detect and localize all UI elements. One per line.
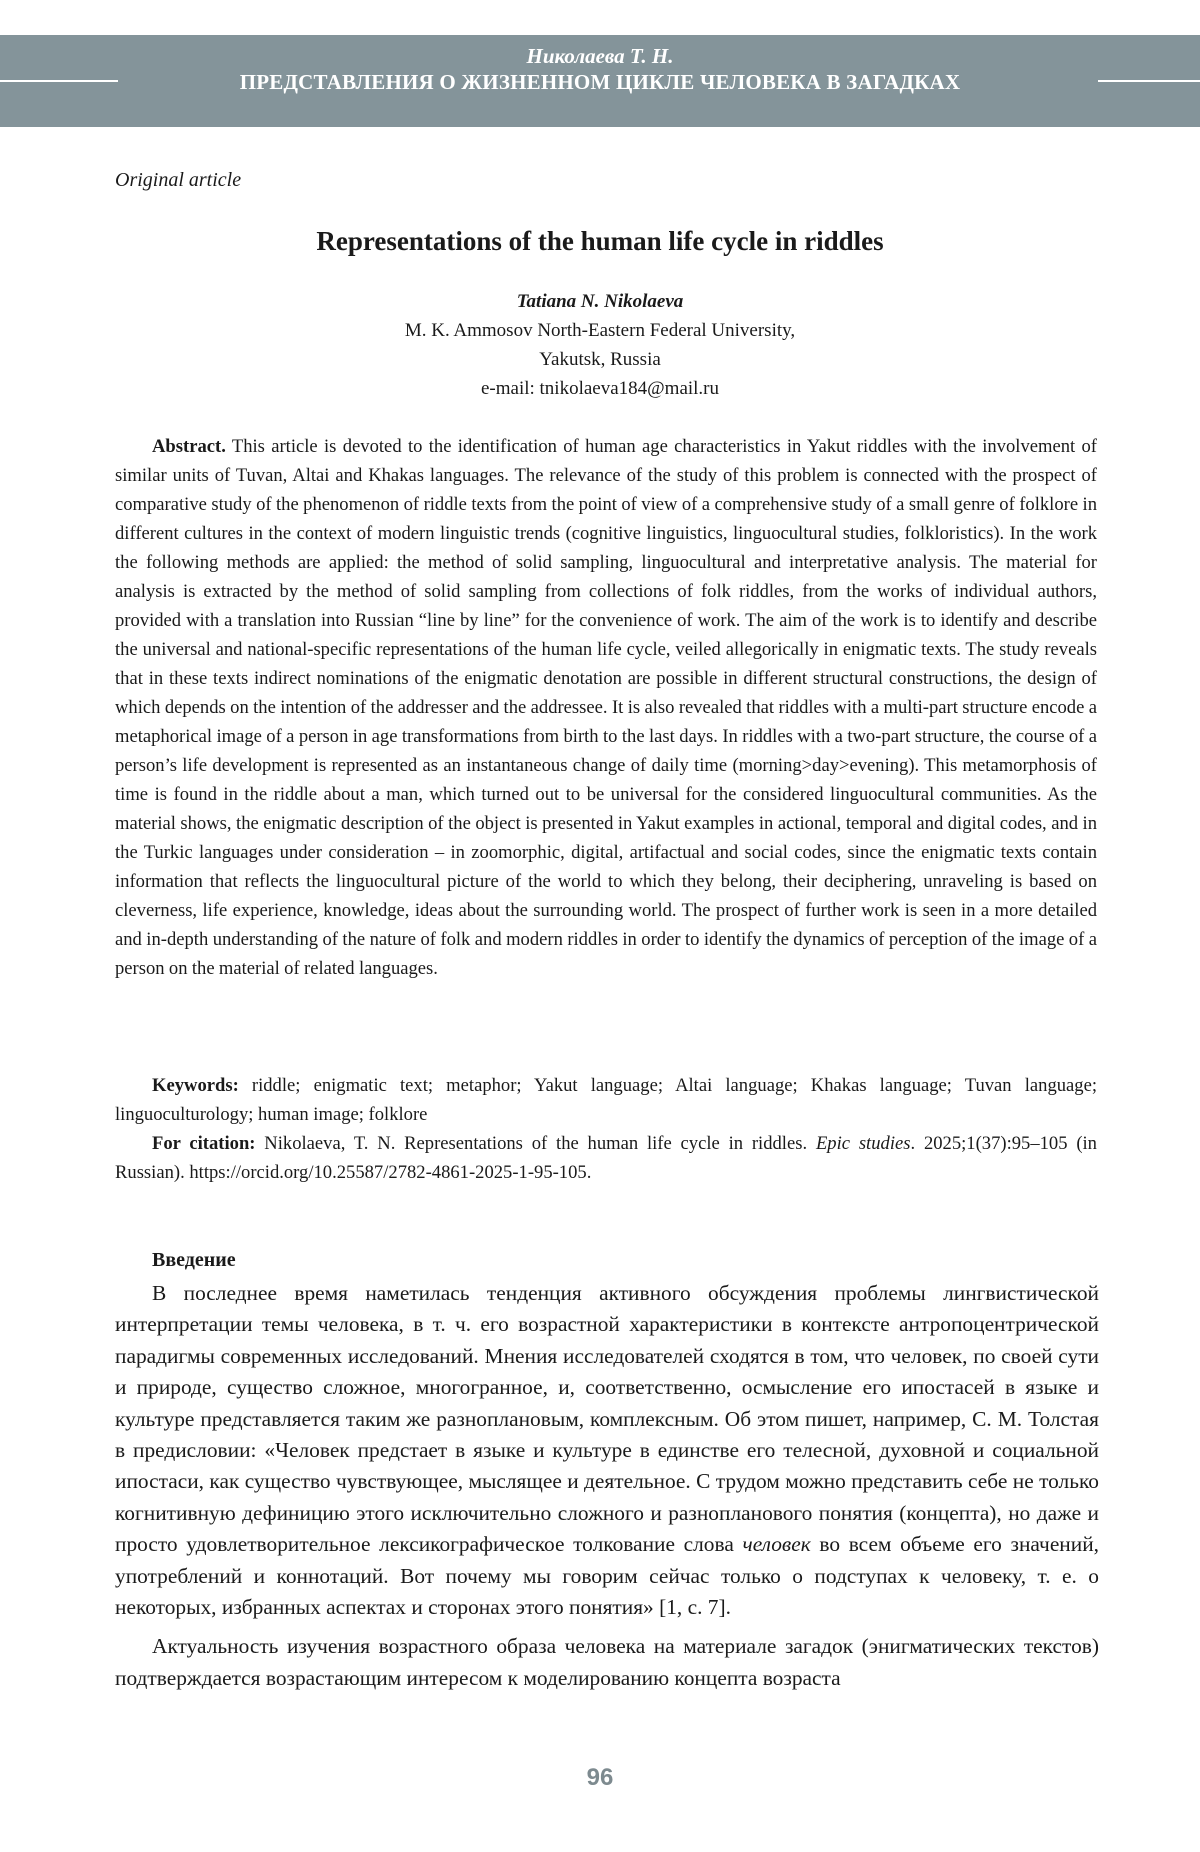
intro-p1-part-2: во всем объеме его значений, употреблений и коннотаций. Вот почему мы говорим сейчас только о подступах к человеку, т. е. о некоторых, избранных аспектах и сторонах этого понятия» [1, с. 7]. xyxy=(115,1532,1099,1620)
running-head-title: ПРЕДСТАВЛЕНИЯ О ЖИЗНЕННОМ ЦИКЛЕ ЧЕЛОВЕКА В ЗАГАДКАХ xyxy=(239,70,961,94)
page-number: 96 xyxy=(586,1764,614,1791)
keywords-text: riddle; enigmatic text; metaphor; Yakut language; Altai language; Khakas language; Tuvan language; linguoculturology; human image; folklore xyxy=(115,1075,1098,1125)
author-name: Tatiana N. Nikolaeva xyxy=(516,291,684,312)
citation-text-after: . 2025;1(37):95–105 (in Russian). https://orcid.org/10.25587/2782-4861-2025-1-95-105. xyxy=(115,1133,1097,1183)
author-block xyxy=(0,287,1200,403)
keywords-label: Keywords: xyxy=(152,1075,239,1096)
article-title: Representations of the human life cycle in riddles xyxy=(316,226,884,256)
affiliation-line-2: Yakutsk, Russia xyxy=(539,349,661,370)
keywords xyxy=(115,1071,1097,1129)
intro-p1-italic-term: человек xyxy=(742,1532,811,1557)
introduction-heading: Введение xyxy=(152,1249,236,1271)
author-email: e-mail: tnikolaeva184@mail.ru xyxy=(480,378,720,399)
introduction-body xyxy=(115,1278,1099,1694)
citation-journal: Epic studies xyxy=(815,1133,911,1154)
citation-label: For citation: xyxy=(152,1133,256,1154)
abstract-text: This article is devoted to the identification of human age characteristics in Yakut riddles with the involvement of similar units of Tuvan, Altai and Khakas languages. The relevance of the study of this problem is connected with the prospect of comparative study of the phenomenon of riddle texts from the point of view of a comprehensive study of a small genre of folklore in different cultures in the context of modern linguistic trends (cognitive linguistics, linguocultural studies, folkloristics). In the work the following methods are applied: the method of solid sampling, linguocultural and interpretative analysis. The material for analysis is extracted by the method of solid sampling from collections of folk riddles, from the works of individual authors, provided with a translation into Russian “line by line” for the convenience of work. The aim of the work is to identify and describe the universal and national-specific representations of the human life cycle, veiled allegorically in enigmatic texts. The study reveals that in these texts indirect nominations of the enigmatic denotation are possible in different structural constructions, the design of which depends on the intention of the addresser and the addressee. It is also revealed that riddles with a multi-part structure encode a metaphorical image of a person in age transformations from birth to the last days. In riddles with a two-part structure, the course of a person’s life development is represented as an instantaneous change of daily time (morning>day>evening). This metamorphosis of time is found in the riddle about a man, which turned out to be universal for the considered linguocultural communities. As the material shows, the enigmatic description of the object is presented in Yakut examples in actional, temporal and digital codes, and in the Turkic languages under consideration – in zoomorphic, digital, artifactual and social codes, since the enigmatic texts contain information that reflects the linguocultural picture of the world to which they belong, their deciphering, unraveling is based on cleverness, life experience, knowledge, ideas about the surrounding world. The prospect of further work is seen in a more detailed and in-depth understanding of the nature of folk and modern riddles in order to identify the dynamics of perception of the image of a person on the material of related languages. xyxy=(115,436,1097,979)
article-type: Original article xyxy=(115,169,242,191)
abstract xyxy=(115,432,1097,983)
introduction-paragraph-1 xyxy=(115,1278,1099,1623)
abstract-label: Abstract. xyxy=(152,436,226,457)
intro-p1-part-1: В последнее время наметилась тенденция активного обсуждения проблемы лингвистической интерпретации темы человека, в т. ч. его возрастной характеристики в контексте антропоцентрической парадигмы современных исследований. Мнения исследователей сходятся в том, что человек, по своей сути и природе, существо сложное, многогранное, и, соответственно, осмысление его ипостасей в языке и культуре представляется таким же разноплановым, комплексным. Об этом пишет, например, С. М. Толстая в предисловии: «Человек предстает в языке и культуре в единстве его телесной, духовной и социальной ипостаси, как существо чувствующее, мыслящее и деятельное. С трудом можно представить себе не только когнитивную дефиницию этого исключительно сложного и разнопланового понятия (концепта), но даже и просто удовлетворительное лексикографическое толкование слова xyxy=(115,1281,1099,1557)
running-head-author: Николаева Т. Н. xyxy=(526,44,674,68)
introduction-paragraph-2: Актуальность изучения возрастного образа человека на материале загадок (энигматических текстов) подтверждается возрастающим интересом к моделированию концепта возраста xyxy=(115,1634,1099,1690)
citation-text-before: Nikolaeva, T. N. Representations of the human life cycle in riddles. xyxy=(264,1133,808,1154)
citation xyxy=(115,1129,1097,1187)
affiliation-line-1: M. K. Ammosov North-Eastern Federal University, xyxy=(404,320,796,341)
